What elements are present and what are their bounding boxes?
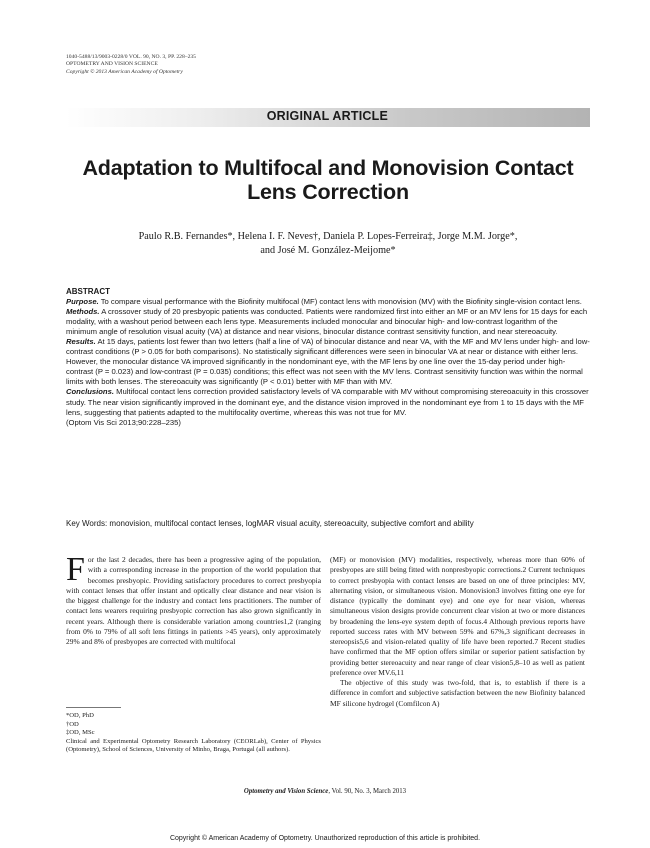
abstract-methods xyxy=(66,307,590,337)
footnote-divider xyxy=(66,707,121,708)
authors-line-2: and José M. González-Meijome* xyxy=(260,244,396,256)
issn-line: 1040-5488/13/9003-0228/0 VOL. 90, NO. 3, PP. 228–235 xyxy=(66,54,196,60)
conclusions-label: Conclusions. xyxy=(66,387,114,397)
drop-cap: F xyxy=(66,551,85,588)
abstract xyxy=(66,287,590,428)
copyright-notice: Copyright © American Academy of Optometry. Unauthorized reproduction of this article is prohibited. xyxy=(169,835,481,842)
intro-paragraph-3: The objective of this study was two-fold, that is, to establish if there is a difference in comfort and subjective satisfaction between the new Biofinity balanced MF silicone hydrogel (Comfilcon A) xyxy=(330,678,585,708)
results-text: At 15 days, patients lost fewer than two letters (half a line of VA) of binocular distance and near VA, with the MF and MV lens under high- and low-contrast conditions (P > 0.05 for both comparisons). No statistically significant differences were seen in binocular VA at near or distance with either lens. However, the monocular distance VA improved significantly in the nondominant eye, with the MF lens by one line over the 15-day period under high-contrast (P = 0.023) and low-contrast (P = 0.035) conditions; this effect was not seen with the MV lens. Contrast sensitivity function was within the normal limits with both lenses. The stereoacuity was significantly (P < 0.01) better with MF than with MV. xyxy=(66,337,590,387)
body-column-right xyxy=(330,555,585,709)
conclusions-text: Multifocal contact lens correction provided satisfactory levels of VA comparable with MV without compromising stereoacuity in this crossover study. The near vision significantly improved in the dominant eye, and the distance vision improved in the nondominant eye from 1 to 15 days with the MF lens, suggesting that patients adapted to the multifocality overtime, whereas this was not true for MV. xyxy=(66,387,589,417)
purpose-label: Purpose. xyxy=(66,297,99,307)
article-type-banner xyxy=(66,108,590,127)
footer-issue-details: , Vol. 90, No. 3, March 2013 xyxy=(328,788,407,795)
footer-journal-name: Optometry and Vision Science xyxy=(243,788,329,795)
footnote-2: †OD xyxy=(66,720,79,728)
methods-text: A crossover study of 20 presbyopic patients was conducted. Patients were randomized first into either an MF or an MV lens for 15 days for each modality, with a washout period between each lens type. Measurements included monocular and binocular high- and low-contrast logarithm of the minimum angle of resolution visual acuity (VA) at distance and near visions, binocular distance contrast sensitivity function, and near stereoacuity. xyxy=(66,307,588,337)
article-type-label: ORIGINAL ARTICLE xyxy=(266,109,388,123)
article-title: Adaptation to Multifocal and Monovision Contact Lens Correction xyxy=(82,156,574,204)
abstract-heading: ABSTRACT xyxy=(66,287,110,296)
abstract-citation: (Optom Vis Sci 2013;90:228–235) xyxy=(66,417,181,427)
body-column-left xyxy=(66,551,321,647)
author-list xyxy=(66,230,590,257)
intro-paragraph-1-text: or the last 2 decades, there has been a progressive aging of the population, with a corresponding increase in the proportion of the world population that becomes presbyopic. Providing satisfactory procedures to correct presbyopia with contact lenses that offer instant and optically clear distance and near vision is the biggest challenge for the industry and contact lens practitioners. The number of contact lens wearers requiring presbyopic correction has also grown significantly in recent years. Although there is considerable variation among countries1,2 (ranging from 0% to 79% of all soft lens fittings in patients >45 years), only approximately 29% and 8% of presbyopes are corrected with multifocal xyxy=(66,555,321,646)
footnote-3: ‡OD, MSc xyxy=(66,729,95,737)
page-footer xyxy=(0,788,650,795)
abstract-conclusions xyxy=(66,387,590,417)
footnote-1: *OD, PhD xyxy=(66,712,94,719)
purpose-text: To compare visual performance with the Biofinity multifocal (MF) contact lens with monovision (MV) with the Biofinity single-vision contact lens. xyxy=(100,297,582,307)
authors-line-1: Paulo R.B. Fernandes*, Helena I. F. Neves†, Daniela P. Lopes-Ferreira‡, Jorge M.M. Jorge*, xyxy=(138,231,518,242)
keywords: Key Words: monovision, multifocal contact lenses, logMAR visual acuity, stereoacuity, subjective comfort and ability xyxy=(66,519,474,528)
abstract-purpose xyxy=(66,297,590,307)
copyright-line: Copyright © 2013 American Academy of Optometry xyxy=(66,68,183,75)
results-label: Results. xyxy=(66,337,96,347)
author-footnotes xyxy=(66,712,321,755)
journal-header xyxy=(66,54,196,76)
footnote-affiliation: Clinical and Experimental Optometry Research Laboratory (CEORLab), Center of Physics (Optometry), School of Sciences, University of Minho, Braga, Portugal (all authors). xyxy=(66,737,321,754)
methods-label: Methods. xyxy=(66,307,100,317)
intro-paragraph-2: (MF) or monovision (MV) modalities, respectively, whereas more than 60% of presbyopes are still being fitted with nonpresbyopic corrections.2 Current techniques to correct presbyopia with contact lenses are based on one of three principles: MV, alternating vision, or simultaneous vision. Monovision3 involves fitting one eye for distance (typically the dominant eye) and one eye for near vision, whereas simultaneous vision designs provide concurrent clear vision at two or more distances by broadening the lens-eye system depth of focus.4 Although previous reports have reported success rates with MV between 59% and 67%,3 significant decreases in stereopsis5,6 and vision-related quality of life have been reported.7 Recent studies have confirmed that the MF option offers similar or superior patient satisfaction by providing better stereoacuity and near range of clear vision5,8–10 as well as patient preference over MV.6,11 xyxy=(330,555,585,677)
intro-paragraph-1 xyxy=(66,551,321,647)
abstract-results xyxy=(66,337,590,387)
journal-name-line: OPTOMETRY AND VISION SCIENCE xyxy=(66,61,158,68)
